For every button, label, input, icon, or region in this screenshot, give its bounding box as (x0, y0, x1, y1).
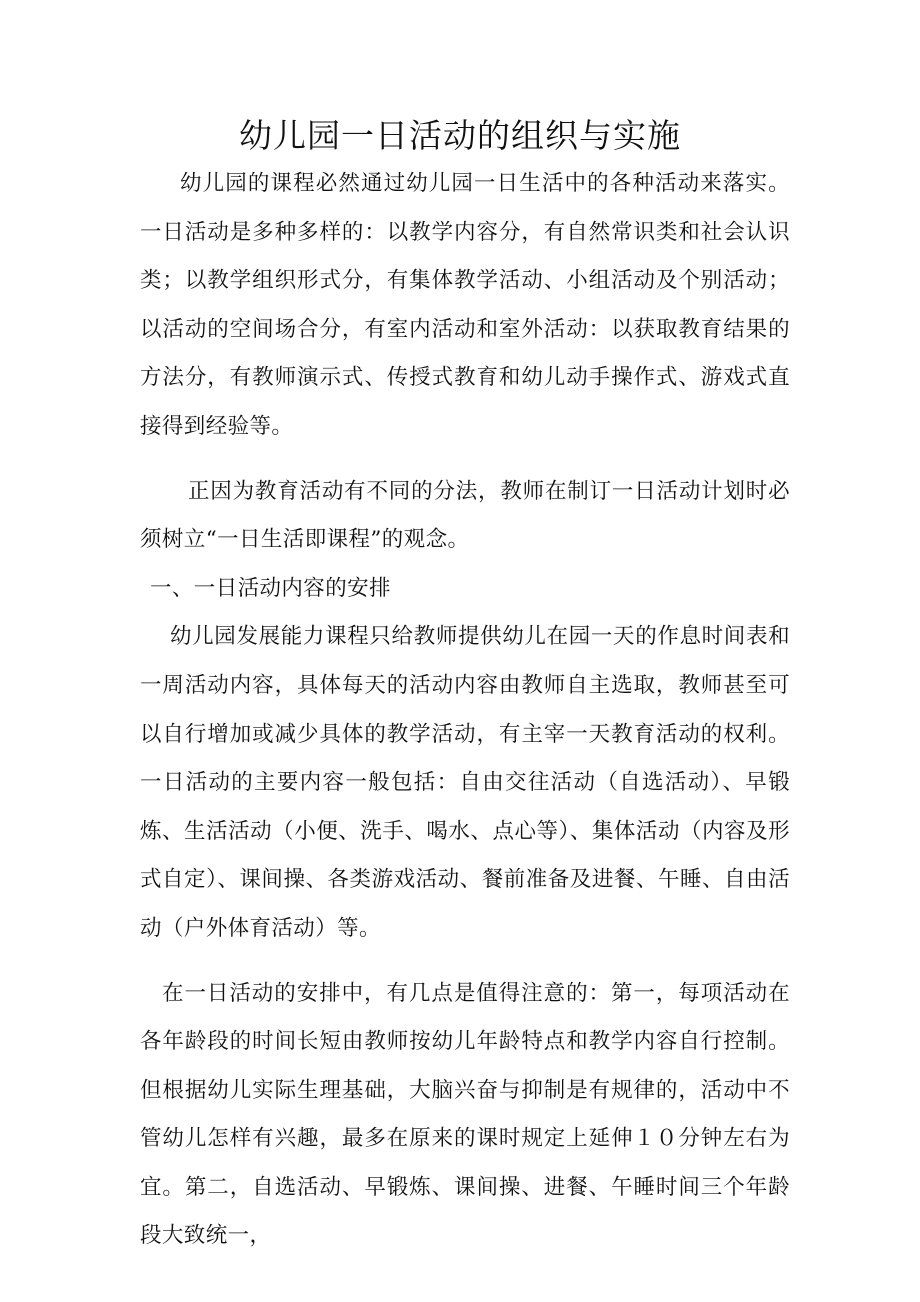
section-paragraph: 幼儿园发展能力课程只给教师提供幼儿在园一天的作息时间表和一周活动内容，具体每天的活动内容由教师自主选取，教师甚至可以自行增加或减少具体的教学活动，有主宰一天教育活动的权利。一日活动的主要内容一般包括：自由交往活动（自选活动）、早锻炼、生活活动（小便、洗手、喝水、点心等）、集体活动（内容及形式自定）、课间操、各类游戏活动、餐前准备及进餐、午睡、自由活动（户外体育活动）等。 (140, 624, 790, 941)
document-body (140, 160, 790, 1261)
section-heading: 一、一日活动内容的安排 (150, 575, 391, 601)
intro-paragraph: 幼儿园的课程必然通过幼儿园一日生活中的各种活动来落实。一日活动是多种多样的：以教学内容分，有自然常识类和社会认识类；以教学组织形式分，有集体教学活动、小组活动及个别活动；以活动的空间场合分，有室内活动和室外活动：以获取教育结果的方法分，有教师演示式、传授式教育和幼儿动手操作式、游戏式直接得到经验等。 (140, 171, 790, 439)
concept-paragraph: 正因为教育活动有不同的分法，教师在制订一日活动计划时必须树立“一日生活即课程”的观念。 (140, 478, 790, 553)
paragraph-spacer (140, 452, 790, 468)
section-paragraph: 在一日活动的安排中，有几点是值得注意的：第一，每项活动在各年龄段的时间长短由教师按幼儿年龄特点和教学内容自行控制。但根据幼儿实际生理基础，大脑兴奋与抑制是有规律的，活动中不管幼儿怎样有兴趣，最多在原来的课时规定上延伸１０分钟左右为宜。第二，自选活动、早锻炼、课间操、进餐、午睡时间三个年龄段大致统一， (140, 980, 790, 1249)
paragraph-spacer (140, 954, 790, 970)
document-title: 幼儿园一日活动的组织与实施 (239, 116, 681, 155)
